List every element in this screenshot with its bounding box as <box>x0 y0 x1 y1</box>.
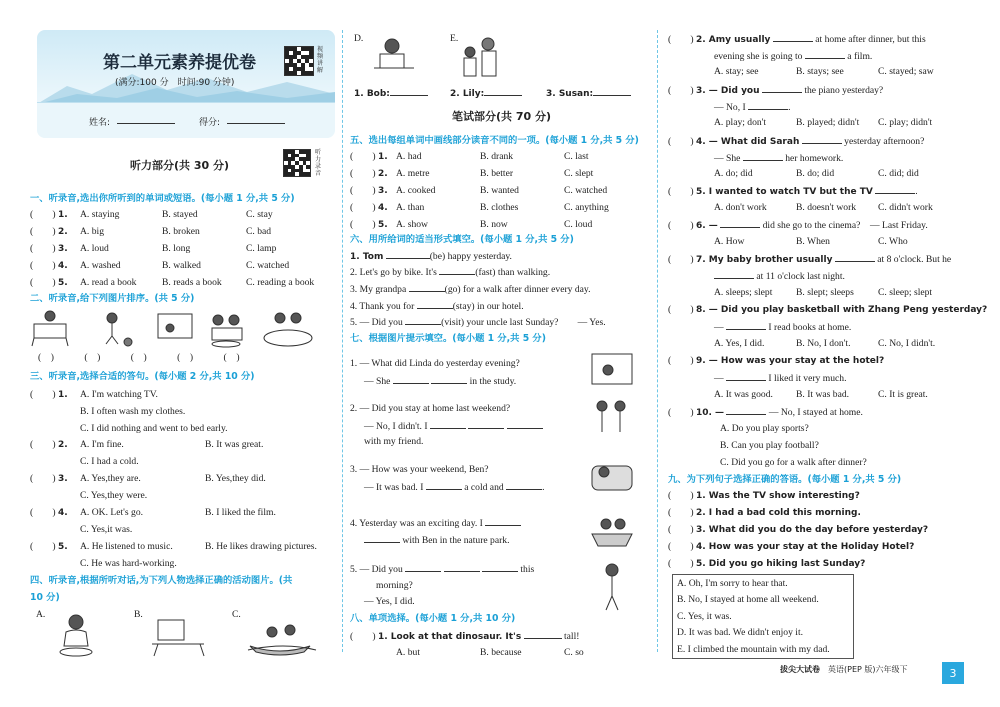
s6-q4-blank[interactable] <box>417 300 453 309</box>
s6-l2-text-a: 2. Let's go by bike. It's <box>350 267 437 278</box>
s6-q3-blank[interactable] <box>409 283 445 292</box>
s8-q10-text-a: 10. — <box>695 408 725 418</box>
s8-q2-blank1[interactable] <box>773 33 813 42</box>
s3-opt-b[interactable]: B. I often wash my clothes. <box>80 406 186 417</box>
s8-q6-opt-c[interactable]: C. Who <box>878 236 908 247</box>
s1-opt-a[interactable]: A. staying <box>80 209 120 220</box>
s8-q2-opt-c[interactable]: C. stayed; saw <box>878 66 934 77</box>
footer-subject: 英语(PEP 版)六年级下 <box>828 665 908 674</box>
s1-opt-b[interactable]: B. walked <box>162 260 201 271</box>
s7-q5-blank1[interactable] <box>405 563 441 572</box>
s8-q5-line1: ( ) 5. I wanted to watch TV but the TV . <box>668 186 918 197</box>
s8-q2-line1: ( ) 2. Amy usually at home after dinner, but this <box>668 34 926 45</box>
s6-l5-text-b: (visit) your uncle last Sunday? <box>441 317 559 328</box>
s8-q5-opt-a[interactable]: A. don't work <box>714 202 767 213</box>
s8-q10-opt-c[interactable]: C. Did you go for a walk after dinner? <box>720 457 867 468</box>
s6-l4-text-b: (stay) in our hotel. <box>452 301 524 312</box>
s5-heading: 五、选出每组单词中画线部分读音不同的一项。(每小题 1 分,共 5 分) <box>350 135 639 146</box>
s3-opt-c[interactable]: C. He was hard-working. <box>80 558 177 569</box>
s9-row: ( ) 1. Was the TV show interesting? <box>668 490 860 501</box>
s1-num: 5. <box>57 278 68 288</box>
s3-row: ( ) 2. <box>30 439 68 450</box>
s6-line5 <box>350 316 606 329</box>
s7-q3-text-c: a cold and <box>464 482 504 493</box>
s9-question: 2. I had a bad cold this morning. <box>695 508 861 518</box>
s8-q8-opt-b[interactable]: B. No, I don't. <box>796 338 851 349</box>
s8-q7-text-b: at 8 o'clock. But he <box>877 254 952 265</box>
s8-q9-opt-b[interactable]: B. It was bad. <box>796 389 850 400</box>
s7-q5-a <box>350 563 534 576</box>
s7-q1-a: 1. — What did Linda do yesterday evening? <box>350 358 520 369</box>
s8-q8-text-c: I read books at home. <box>768 322 852 333</box>
s2-answer-brackets[interactable]: ( ) ( ) ( ) ( ) ( ) <box>38 352 240 363</box>
s8-q7-text-a: 7. My baby brother usually <box>695 255 833 265</box>
s5-row: ( ) 4. <box>350 202 388 213</box>
s5-opt-b[interactable]: B. now <box>480 219 508 230</box>
s1-opt-b[interactable]: B. long <box>162 243 191 254</box>
s7-q5-d: — Yes, I did. <box>364 596 415 607</box>
s7-q2-blank3[interactable] <box>507 420 543 429</box>
s8-q1-text: 1. Look at that dinosaur. It's <box>377 632 522 642</box>
s8-q1-blank[interactable] <box>524 630 562 639</box>
s3-opt-a[interactable]: A. I'm fine. <box>80 439 124 450</box>
s1-opt-c[interactable]: C. stay <box>246 209 273 220</box>
s8-q8-line1: ( ) 8. — Did you play basketball with Zhang Peng yesterday? <box>668 304 988 315</box>
s8-q2-text-b: at home after dinner, but this <box>815 34 926 45</box>
s4-q1-label: 1. Bob: <box>354 89 390 99</box>
s6-line4 <box>350 300 524 313</box>
s8-q1: ( ) 1. Look at that dinosaur. It's tall! <box>350 631 580 642</box>
s5-opt-a[interactable]: A. show <box>396 219 428 230</box>
qr-tag-audio: 听力录音 <box>314 149 321 177</box>
s1-row: ( ) 3. <box>30 243 68 254</box>
s8-q6-text-b: did she go to the cinema? <box>762 220 861 231</box>
s8-q3-opt-b[interactable]: B. played; didn't <box>796 117 860 128</box>
s8-q4-text-d: her homework. <box>785 153 844 164</box>
s8-q10-text-b: — No, I stayed at home. <box>768 407 863 418</box>
s7-q4-blank2[interactable] <box>364 534 400 543</box>
s8-q9-line2 <box>714 372 846 385</box>
s8-q10-blank[interactable] <box>726 406 766 415</box>
s2-heading: 二、听录音,给下列图片排序。(共 5 分) <box>30 293 195 304</box>
s8-q2-blank2[interactable] <box>805 50 845 59</box>
column-divider-2 <box>657 30 658 652</box>
s3-num: 1. <box>57 390 68 400</box>
s5-opt-b[interactable]: B. drank <box>480 151 514 162</box>
s6-l1-text-b: (be) happy yesterday. <box>429 251 512 262</box>
name-label: 姓名: <box>89 118 111 128</box>
s6-line1 <box>350 250 512 263</box>
score-label: 得分: <box>199 118 221 128</box>
s3-opt-b[interactable]: B. It was great. <box>205 439 264 450</box>
s8-heading: 八、单项选择。(每小题 1 分,共 10 分) <box>350 613 516 624</box>
s8-q2-text-c: evening she is going to <box>714 51 803 62</box>
s3-heading: 三、听录音,选择合适的答句。(每小题 2 分,共 10 分) <box>30 371 255 382</box>
s7-q1-text-c: in the study. <box>469 376 517 387</box>
s9-option[interactable]: B. No, I stayed at home all weekend. <box>677 594 819 606</box>
s8-q5-text-a: 5. I wanted to watch TV but the TV <box>695 187 873 197</box>
s6-q1-blank[interactable] <box>386 250 430 259</box>
s4-q3-blank[interactable] <box>593 87 631 96</box>
s7-q2-text-b: — No, I didn't. I <box>364 421 428 432</box>
s8-q5-blank[interactable] <box>875 185 915 194</box>
column-left <box>30 0 335 707</box>
s8-q4-text-a: 4. — What did Sarah <box>695 137 800 147</box>
s5-opt-c[interactable]: C. loud <box>564 219 593 230</box>
s6-q2-blank[interactable] <box>439 266 475 275</box>
s5-opt-a[interactable]: A. had <box>396 151 422 162</box>
s1-num: 3. <box>57 244 68 254</box>
s9-row: ( ) 2. I had a bad cold this morning. <box>668 507 861 518</box>
s4-pictures-abc <box>54 612 334 658</box>
s8-q1-text-b: tall! <box>563 631 580 642</box>
s9-option[interactable]: D. It was bad. We didn't enjoy it. <box>677 627 804 639</box>
s4-heading-line1: 四、听录音,根据所听对话,为下列人物选择正确的活动图片。(共 <box>30 575 293 586</box>
s8-q6-blank[interactable] <box>720 219 760 228</box>
s3-opt-a[interactable]: A. Yes,they are. <box>80 473 141 484</box>
s8-q2-text-a: 2. Amy usually <box>695 35 771 45</box>
s8-q7-opt-a[interactable]: A. sleeps; slept <box>714 287 773 298</box>
s8-q4-opt-c[interactable]: C. did; did <box>878 168 919 179</box>
s7-q2-b <box>364 420 543 433</box>
s5-num: 3. <box>377 186 388 196</box>
s4-q2-label: 2. Lily: <box>450 89 485 99</box>
s1-opt-c[interactable]: C. watched <box>246 260 290 271</box>
s8-q2-text-d: a film. <box>847 51 873 62</box>
s7-q4-a <box>350 517 521 530</box>
s4-heading-line2: 10 分) <box>30 592 60 603</box>
s4-pictures-de <box>370 36 520 78</box>
s6-l5-text-c: — Yes. <box>577 317 606 328</box>
s8-q9-line1: ( ) 9. — How was your stay at the hotel? <box>668 355 885 366</box>
s8-q3-line2: — No, I . <box>714 102 791 113</box>
qr-tag-video: 视频讲解 <box>316 46 323 74</box>
listening-title: 听力部分(共 30 分) <box>130 159 230 172</box>
s5-row: ( ) 2. <box>350 168 388 179</box>
s7-q1-blank1[interactable] <box>393 375 429 384</box>
s8-q1-opt-a[interactable]: A. but <box>396 647 420 658</box>
s1-opt-b[interactable]: B. stayed <box>162 209 198 220</box>
s8-q3-text-b: the piano yesterday? <box>804 85 884 96</box>
s5-num: 1. <box>377 152 388 162</box>
s5-num: 5. <box>377 220 388 230</box>
s7-q4-blank1[interactable] <box>485 517 521 526</box>
s7-q2-c: with my friend. <box>364 436 424 447</box>
s7-q5-blank3[interactable] <box>482 563 518 572</box>
s1-opt-a[interactable]: A. loud <box>80 243 109 254</box>
s6-l4-text-a: 4. Thank you for <box>350 301 415 312</box>
s5-num: 4. <box>377 203 388 213</box>
s6-heading: 六、用所给词的适当形式填空。(每小题 1 分,共 5 分) <box>350 234 574 245</box>
s4-pic-label-b: B. <box>134 609 143 620</box>
s8-q10-opt-a[interactable]: A. Do you play sports? <box>720 423 809 434</box>
s3-num: 2. <box>57 440 68 450</box>
s5-opt-a[interactable]: A. metre <box>396 168 430 179</box>
s8-q4-opt-b[interactable]: B. do; did <box>796 168 835 179</box>
s7-q4-text-b: with Ben in the nature park. <box>402 535 510 546</box>
s5-row: ( ) 1. <box>350 151 388 162</box>
s5-opt-c[interactable]: C. anything <box>564 202 609 213</box>
s3-num: 3. <box>57 474 68 484</box>
s8-q4-line1: ( ) 4. — What did Sarah yesterday afternoon? <box>668 136 925 147</box>
s5-row: ( ) 5. <box>350 219 388 230</box>
s3-num: 4. <box>57 508 68 518</box>
s7-q1-b <box>364 375 516 388</box>
s7-q3-a: 3. — How was your weekend, Ben? <box>350 464 489 475</box>
writing-title: 笔试部分(共 70 分) <box>452 110 552 123</box>
s8-q4-text-c: — She <box>714 153 741 164</box>
s1-row: ( ) 5. <box>30 277 68 288</box>
s6-l5-text-a: 5. — Did you <box>350 317 403 328</box>
page-title: 第二单元素养提优卷 <box>103 53 256 73</box>
s1-num: 2. <box>57 227 68 237</box>
s8-q4-blank1[interactable] <box>802 135 842 144</box>
s5-opt-a[interactable]: A. cooked <box>396 185 436 196</box>
s1-row: ( ) 2. <box>30 226 68 237</box>
s3-opt-c[interactable]: C. Yes,they were. <box>80 490 148 501</box>
s8-q3-text-a: 3. — Did you <box>695 86 760 96</box>
s1-num: 4. <box>57 261 68 271</box>
s2-picture-strip <box>30 308 330 348</box>
s8-q1-opt-c[interactable]: C. so <box>564 647 584 658</box>
s7-q4-b <box>364 534 510 547</box>
s8-q6-text-c: — Last Friday. <box>870 220 928 231</box>
s3-num: 5. <box>57 542 68 552</box>
column-middle <box>350 0 640 707</box>
s7-q3-text-b: — It was bad. I <box>364 482 424 493</box>
s4-q1-blank[interactable] <box>390 87 428 96</box>
s8-q3-line1: ( ) 3. — Did you the piano yesterday? <box>668 85 884 96</box>
s8-q6-line1: ( ) 6. — did she go to the cinema? — Last Friday. <box>668 220 928 231</box>
s7-q1-text-b: — She <box>364 376 391 387</box>
s7-q4-text-a: 4. Yesterday was an exciting day. I <box>350 518 483 529</box>
s3-opt-c[interactable]: C. I had a cold. <box>80 456 139 467</box>
s8-q2-opt-a[interactable]: A. stay; see <box>714 66 759 77</box>
s1-opt-b[interactable]: B. reads a book <box>162 277 222 288</box>
s5-opt-b[interactable]: B. clothes <box>480 202 519 213</box>
s5-num: 2. <box>377 169 388 179</box>
s7-q3-b: — It was bad. I a cold and . <box>364 482 545 493</box>
s8-q5-opt-c[interactable]: C. didn't work <box>878 202 933 213</box>
s9-question: 3. What did you do the day before yesterday? <box>695 525 929 535</box>
s1-opt-a[interactable]: A. read a book <box>80 277 137 288</box>
s3-opt-b[interactable]: B. I liked the film. <box>205 507 276 518</box>
s7-q2-blank1[interactable] <box>430 420 466 429</box>
s8-q8-opt-c[interactable]: C. No, I didn't. <box>878 338 936 349</box>
s8-q2-opt-b[interactable]: B. stays; see <box>796 66 844 77</box>
s8-q9-text-b: — <box>714 373 724 384</box>
s6-l3-text-b: (go) for a walk after dinner every day. <box>444 284 591 295</box>
s9-question: 1. Was the TV show interesting? <box>695 491 860 501</box>
s1-opt-a[interactable]: A. big <box>80 226 104 237</box>
s4-pic-label-a: A. <box>36 609 46 620</box>
s3-opt-b[interactable]: B. He likes drawing pictures. <box>205 541 317 552</box>
s8-q2-line2 <box>714 50 872 63</box>
s9-question: 5. Did you go hiking last Sunday? <box>695 559 866 569</box>
s8-q7-text-c: at 11 o'clock last night. <box>756 271 845 282</box>
footer-text <box>780 664 908 675</box>
s8-q5-opt-b[interactable]: B. doesn't work <box>796 202 857 213</box>
s4-q3-label: 3. Susan: <box>546 89 594 99</box>
s4-q2-blank[interactable] <box>484 87 522 96</box>
s1-opt-b[interactable]: B. broken <box>162 226 200 237</box>
s8-q9-text-c: I liked it very much. <box>768 373 847 384</box>
s6-l2-text-b: (fast) than walking. <box>475 267 551 278</box>
s3-row: ( ) 4. <box>30 507 68 518</box>
s9-option[interactable]: A. Oh, I'm sorry to hear that. <box>677 578 788 589</box>
s8-q4-line2 <box>714 152 843 165</box>
s3-opt-c[interactable]: C. Yes,it was. <box>80 524 133 535</box>
s8-q3-blank2[interactable] <box>748 101 788 110</box>
s9-row: ( ) 5. Did you go hiking last Sunday? <box>668 558 866 569</box>
page-number: 3 <box>942 662 964 684</box>
s1-opt-c[interactable]: C. lamp <box>246 243 277 254</box>
s7-q5-text-b: this <box>520 564 535 575</box>
s4-pic-label-d: D. <box>354 33 364 44</box>
s9-row: ( ) 4. How was your stay at the Holiday Hotel? <box>668 541 915 552</box>
s8-q4-opt-a[interactable]: A. do; did <box>714 168 753 179</box>
s5-opt-b[interactable]: B. wanted <box>480 185 519 196</box>
s3-row: ( ) 5. <box>30 541 68 552</box>
s8-q4-text-b: yesterday afternoon? <box>844 136 925 147</box>
s1-opt-c[interactable]: C. reading a book <box>246 277 315 288</box>
s8-q7-blank2[interactable] <box>714 270 754 279</box>
s8-q6-opt-b[interactable]: B. When <box>796 236 830 247</box>
s8-q3-opt-a[interactable]: A. play; don't <box>714 117 767 128</box>
s8-q10-line1: ( ) 10. — — No, I stayed at home. <box>668 407 863 418</box>
s8-q7-blank1[interactable] <box>835 253 875 262</box>
s1-row: ( ) 4. <box>30 260 68 271</box>
s7-q5-blank2[interactable] <box>444 563 480 572</box>
s3-opt-a[interactable]: A. He listened to music. <box>80 541 173 552</box>
s7-q1-blank2[interactable] <box>431 375 467 384</box>
s8-q8-line2 <box>714 321 851 334</box>
s9-option[interactable]: C. Yes, it was. <box>677 610 732 622</box>
s8-q6-text-a: 6. — <box>695 221 718 231</box>
s4-pic-label-e: E. <box>450 33 459 44</box>
s8-q9-opt-a[interactable]: A. It was good. <box>714 389 773 400</box>
s5-opt-c[interactable]: C. last <box>564 151 589 162</box>
s8-q9-opt-c[interactable]: C. It is great. <box>878 389 928 400</box>
s5-row: ( ) 3. <box>350 185 388 196</box>
s8-q3-blank1[interactable] <box>762 84 802 93</box>
s8-q7-opt-b[interactable]: B. slept; sleeps <box>796 287 854 298</box>
s1-heading: 一、听录音,选出你所听到的单词或短语。(每小题 1 分,共 5 分) <box>30 193 295 204</box>
s7-side-pictures <box>588 348 638 618</box>
s8-q6-opt-a[interactable]: A. How <box>714 236 745 247</box>
s8-q8-blank[interactable] <box>726 321 766 330</box>
s6-q5-blank[interactable] <box>405 316 441 325</box>
s8-q7-line2 <box>714 270 845 283</box>
s9-option[interactable]: E. I climbed the mountain with my dad. <box>677 643 830 655</box>
s7-q3-blank2[interactable] <box>506 481 542 490</box>
s8-q3-opt-c[interactable]: C. play; didn't <box>878 117 933 128</box>
s3-opt-a[interactable]: A. I'm watching TV. <box>80 389 158 400</box>
s3-row: ( ) 3. <box>30 473 68 484</box>
s8-q8-opt-a[interactable]: A. Yes, I did. <box>714 338 765 349</box>
s8-q9-blank[interactable] <box>726 372 766 381</box>
s7-q2-blank2[interactable] <box>468 420 504 429</box>
s6-line3 <box>350 283 591 296</box>
s4-pic-label-c: C. <box>232 609 241 620</box>
s7-q3-blank1[interactable] <box>426 481 462 490</box>
s8-q8-text-a: 8. — Did you play basketball with Zhang Peng yesterday? <box>695 305 988 315</box>
s1-opt-c[interactable]: C. bad <box>246 226 272 237</box>
s7-q5-text-a: 5. — Did you <box>350 564 403 575</box>
s9-question: 4. How was your stay at the Holiday Hotel? <box>695 542 915 552</box>
s1-opt-a[interactable]: A. washed <box>80 260 121 271</box>
s8-q7-opt-c[interactable]: C. sleep; slept <box>878 287 933 298</box>
s9-row: ( ) 3. What did you do the day before yesterday? <box>668 524 929 535</box>
s3-opt-c[interactable]: C. I did nothing and went to bed early. <box>80 423 228 434</box>
s5-opt-c[interactable]: C. slept <box>564 168 594 179</box>
s3-row: ( ) 1. <box>30 389 68 400</box>
footer-book: 拔尖大试卷 <box>780 665 820 674</box>
exam-meta: (满分:100 分 时间:90 分钟) <box>115 78 235 88</box>
column-divider-1 <box>342 30 343 652</box>
s6-line2 <box>350 266 550 279</box>
s8-q9-text-a: 9. — How was your stay at the hotel? <box>695 356 885 366</box>
s1-num: 1. <box>57 210 68 220</box>
s8-q4-blank2[interactable] <box>743 152 783 161</box>
s5-opt-a[interactable]: A. than <box>396 202 425 213</box>
s5-opt-c[interactable]: C. watched <box>564 185 608 196</box>
s1-row: ( ) 1. <box>30 209 68 220</box>
s8-q10-opt-b[interactable]: B. Can you play football? <box>720 440 819 451</box>
s8-q7-line1: ( ) 7. My baby brother usually at 8 o'clock. But he <box>668 254 952 265</box>
s8-q1-opt-b[interactable]: B. because <box>480 647 522 658</box>
s7-heading: 七、根据图片提示填空。(每小题 1 分,共 5 分) <box>350 333 546 344</box>
s9-options-box <box>672 574 854 659</box>
s8-q3-text-c: — No, I <box>714 102 746 113</box>
s7-q2-a: 2. — Did you stay at home last weekend? <box>350 403 511 414</box>
s5-opt-b[interactable]: B. better <box>480 168 514 179</box>
s9-heading: 九、为下列句子选择正确的答语。(每小题 1 分,共 5 分) <box>668 474 902 485</box>
s3-opt-a[interactable]: A. OK. Let's go. <box>80 507 144 518</box>
s3-opt-b[interactable]: B. Yes,they did. <box>205 473 266 484</box>
s6-l1-text-a: 1. Tom <box>350 252 384 262</box>
s7-q5-c: morning? <box>376 580 413 591</box>
s6-l3-text-a: 3. My grandpa <box>350 284 407 295</box>
s8-q8-text-b: — <box>714 322 724 333</box>
